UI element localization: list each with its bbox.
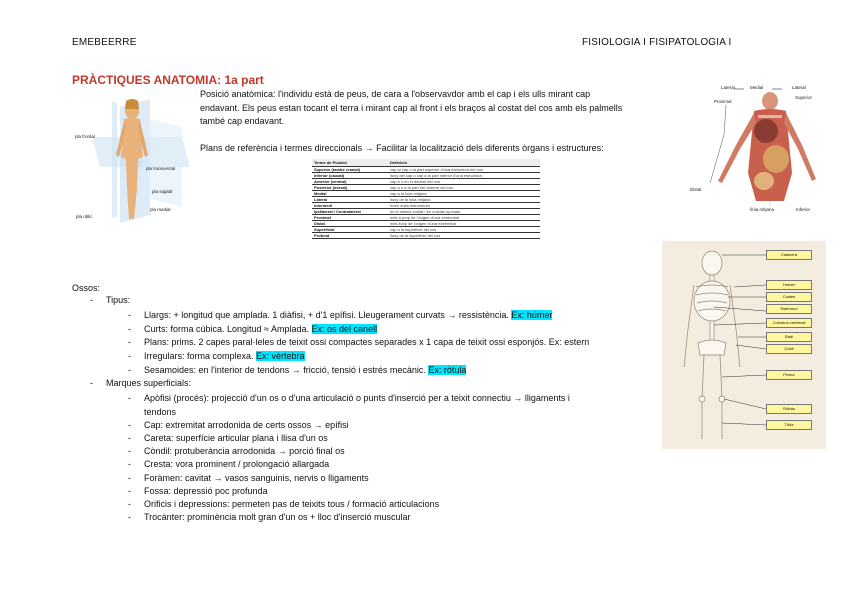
intro-line-2: endavant. Els peus estan tocant el terra i mirant cap al front i els braços al costat del cos amb els palmells xyxy=(200,102,623,113)
tipus-text: Curts: forma cúbica. Longitud ≈ Amplada. xyxy=(144,323,312,334)
label-frontal: pla frontal xyxy=(75,134,95,139)
intro-paragraph xyxy=(200,88,670,129)
intro-line-1: Posició anatòmica: l'individu està de peus, de cara a l'observavdor amb el cap i els ulls mirant cap xyxy=(200,89,591,99)
table-cell-term: Anterior (ventral) xyxy=(312,179,388,185)
dash: - xyxy=(128,364,131,375)
table-cell-def: cap a la superfície del cos xyxy=(388,227,540,233)
table-header-def: Definició xyxy=(388,159,540,167)
label-transversal: pla transversal xyxy=(146,166,176,171)
marques-text: Careta: superfície articular plana i llisa d'un os xyxy=(144,432,328,443)
table-cell-term: Inferior (caudal) xyxy=(312,173,388,179)
skeleton-label: Fèmur xyxy=(766,370,812,380)
marques-text: Fossa: depressió poc profunda xyxy=(144,485,268,496)
dir-lateral-left: Lateral xyxy=(721,85,735,90)
planes-line: Plans de referència i termes direccionals → Facilitar la localització dels diferents òrgans i estructures: xyxy=(200,143,604,153)
table-cell-term: Medial xyxy=(312,191,388,197)
table-cell-term: Proximal xyxy=(312,215,388,221)
tipus-text: Plans: prims. 2 capes paral·leles de teixit ossi compactes separades x 1 capa de teixit ossi esponjós. Ex: estern xyxy=(144,337,590,348)
table-cell-term: Distal xyxy=(312,221,388,227)
header-left: EMEBEERRE xyxy=(72,37,137,48)
marques-text: Còndil: protuberància arrodonida → porció final os xyxy=(144,446,345,457)
dash: - xyxy=(128,432,131,443)
marques-item xyxy=(72,498,652,511)
dash: - xyxy=(128,512,131,523)
label-medial: pla medial xyxy=(150,207,171,212)
table-cell-def: lluny de la línia mitjana xyxy=(388,197,540,203)
dash: - xyxy=(128,499,131,509)
marques-item xyxy=(72,445,652,458)
marques-text: Trocànter: prominència molt gran d'un os + lloc d'inserció muscular xyxy=(144,512,411,523)
marques-text: Cap: extremitat arrodonida de certs ossos → epífisi xyxy=(144,419,349,430)
anatomy-torso-illustration xyxy=(688,83,840,213)
table-cell-def: cap a o a la part del darrere del cos xyxy=(388,185,540,191)
tipus-text: Sesamoides: en l'interior de tendons → fricció, tensió i estrés mecànic. xyxy=(144,364,429,375)
table-cell-term: Superior (també cranial) xyxy=(312,167,388,173)
page-title: PRÀCTIQUES ANATOMIA: 1a part xyxy=(72,73,264,87)
ossos-heading: Ossos: xyxy=(72,283,101,293)
table-cell-term: Superficial xyxy=(312,227,388,233)
skeleton-label: Ròtula xyxy=(766,404,812,414)
marques-text: Apòfisi (procés): projecció d'un os o d'una articulació o punts d'inserció per a teixit connectiu → lligaments i xyxy=(144,393,570,404)
dir-medial: Medial xyxy=(750,85,764,90)
table-cell-def: en el mateix costat / en costats oposats xyxy=(388,209,540,215)
tipus-item xyxy=(72,364,652,378)
dir-distal: Distal xyxy=(690,187,702,192)
table-cell-def: cap al cap o la part superior d'una estructura del cos xyxy=(388,167,540,173)
skeleton-figure xyxy=(662,241,826,449)
marques-item xyxy=(72,406,652,419)
marques-text: tendons xyxy=(144,406,177,417)
table-cell-term: Ipsilateral / Contralateral xyxy=(312,209,388,215)
tipus-item xyxy=(72,309,652,323)
dash: - xyxy=(128,310,131,321)
header-right: FISIOLOGIA I FISIPATOLOGIA I xyxy=(582,37,732,48)
table-cell-def: lluny de la superfície del cos xyxy=(388,233,540,239)
table-cell-term: Lateral xyxy=(312,197,388,203)
table-cell-def: més a prop de l'origen d'una extremitat xyxy=(388,215,540,221)
example-highlight: Ex: os del canell xyxy=(311,323,378,334)
dash: - xyxy=(128,459,131,470)
example-highlight: Ex: húmer xyxy=(511,310,553,321)
skeleton-label: Cúbit xyxy=(766,344,812,354)
tipus-item xyxy=(72,350,652,364)
marques-text: Foràmen: cavitat → vasos sanguinis, nervis o lligaments xyxy=(144,472,369,483)
tipus-label: Tipus: xyxy=(106,295,131,305)
tipus-item xyxy=(72,323,652,337)
skeleton-label: Tíbia xyxy=(766,420,812,430)
body-planes-illustration xyxy=(72,97,196,227)
tipus-heading xyxy=(72,294,652,307)
dash: - xyxy=(128,337,131,348)
direction-table xyxy=(312,159,540,239)
dash: - xyxy=(128,393,131,404)
marques-item xyxy=(72,472,652,485)
marques-item xyxy=(72,485,652,498)
marques-item xyxy=(72,419,652,432)
example-highlight: Ex: vèrtebra xyxy=(256,350,305,361)
table-cell-def: entre dues estructures xyxy=(388,203,540,209)
dash: - xyxy=(128,419,131,430)
dir-inferior: Inferior xyxy=(796,207,811,212)
table-header-term: Terme de Posició xyxy=(312,159,388,167)
marques-heading xyxy=(72,377,652,390)
table-cell-term: Profund xyxy=(312,233,388,239)
table-cell-def: lluny del cap o cap a la part inferior d'una estructura xyxy=(388,173,540,179)
marques-item xyxy=(72,392,652,405)
marques-item xyxy=(72,458,652,471)
tipus-text: Irregulars: forma complexa. xyxy=(144,350,257,361)
dash: - xyxy=(128,446,131,457)
table-cell-def: més lluny de l'origen d'una extremitat xyxy=(388,221,540,227)
skeleton-label: Estèrnum xyxy=(766,304,812,314)
skeleton-label: Costes xyxy=(766,292,812,302)
tipus-item xyxy=(72,336,652,350)
dir-proximal: Proximal xyxy=(714,99,732,104)
marques-text: Orificis i depressions: permeten pas de teixits tous / formació articulacions xyxy=(144,499,440,509)
dir-superior: Superior xyxy=(795,95,813,100)
marques-text: Cresta: vora prominent / prolongació allargada xyxy=(144,459,330,470)
table-cell-def: cap a la línia mitjana xyxy=(388,191,540,197)
dash: - xyxy=(128,323,131,334)
skeleton-label: Calavera xyxy=(766,250,812,260)
dir-mid-line: línia mitjana xyxy=(750,207,775,212)
direction-figure xyxy=(688,83,840,213)
skeleton-label: Columna vertebral xyxy=(766,318,812,328)
tipus-text: Llargs: + longitud que amplada. 1 diàfisi, + d'1 epífisi. Lleugerament curvats → ressistència. xyxy=(144,310,512,321)
skeleton-label: Húmer xyxy=(766,280,812,290)
ossos-list xyxy=(72,294,652,524)
marques-label: Marques superficials: xyxy=(106,378,192,389)
marques-item xyxy=(72,511,652,524)
example-highlight: Ex: ròtula xyxy=(428,364,467,375)
label-oblic: pla oblic xyxy=(76,214,93,219)
table-cell-term: Intermedi xyxy=(312,203,388,209)
dash: - xyxy=(128,485,131,496)
body-planes-figure xyxy=(72,97,196,227)
dash: - xyxy=(128,472,131,483)
dir-lateral-right: Lateral xyxy=(792,85,806,90)
label-sagital: pla sagital xyxy=(152,189,173,194)
table-cell-term: Posterior (dorsal) xyxy=(312,185,388,191)
table-cell-def: cap a o en el davant del cos xyxy=(388,179,540,185)
skeleton-label: Radi xyxy=(766,332,812,342)
marques-item xyxy=(72,432,652,445)
dash: - xyxy=(128,350,131,361)
dash: - xyxy=(90,378,93,389)
intro-line-3: també cap endavant. xyxy=(200,116,285,126)
table-row xyxy=(312,233,540,239)
dash: - xyxy=(90,295,93,305)
